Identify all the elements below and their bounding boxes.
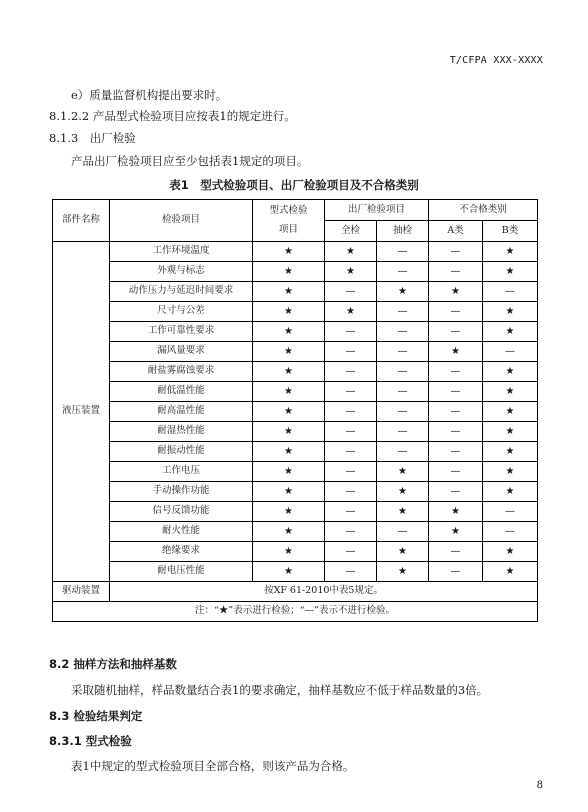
row-b: —: [483, 522, 538, 542]
table-row: [53, 562, 538, 582]
paragraph-item-e: e）质量监督机构提出要求时。: [71, 88, 228, 102]
row-sample: —: [377, 242, 429, 262]
row-type: ★: [253, 502, 325, 522]
row-type: ★: [253, 522, 325, 542]
header-a: A类: [429, 221, 483, 242]
row-sample: ★: [377, 482, 429, 502]
table-row: [53, 442, 538, 462]
row-full: ★: [325, 242, 377, 262]
row-item: 信号反馈功能: [110, 502, 253, 522]
table-row: [53, 542, 538, 562]
row-item: 耐振动性能: [110, 442, 253, 462]
row-a: ★: [429, 342, 483, 362]
row-full: ★: [325, 302, 377, 322]
row-item: 手动操作功能: [110, 482, 253, 502]
row-item: 耐盐雾腐蚀要求: [110, 362, 253, 382]
row-full: —: [325, 542, 377, 562]
row-b: ★: [483, 402, 538, 422]
row-sample: ★: [377, 542, 429, 562]
row-b: ★: [483, 362, 538, 382]
row-item: 工作电压: [110, 462, 253, 482]
heading-8-2: 8.2 抽样方法和抽样基数: [49, 657, 177, 671]
row-type: ★: [253, 462, 325, 482]
row-a: —: [429, 402, 483, 422]
paragraph-8-3-1-body: 表1中规定的型式检验项目全部合格，则该产品为合格。: [71, 759, 355, 773]
table-row-drive: [53, 582, 538, 602]
row-full: —: [325, 382, 377, 402]
row-full: —: [325, 522, 377, 542]
row-b: ★: [483, 462, 538, 482]
row-sample: —: [377, 402, 429, 422]
row-a: —: [429, 262, 483, 282]
row-full: —: [325, 342, 377, 362]
row-a: —: [429, 302, 483, 322]
row-b: ★: [483, 442, 538, 462]
row-sample: —: [377, 322, 429, 342]
row-item: 动作压力与延迟时间要求: [110, 282, 253, 302]
row-a: —: [429, 482, 483, 502]
table-row: [53, 302, 538, 322]
row-sample: ★: [377, 282, 429, 302]
table-row: [53, 342, 538, 362]
row-item: 耐电压性能: [110, 562, 253, 582]
header-factory: 出厂检验项目: [325, 200, 429, 221]
row-sample: —: [377, 362, 429, 382]
row-sample: —: [377, 382, 429, 402]
row-type: ★: [253, 542, 325, 562]
row-type: ★: [253, 402, 325, 422]
row-item: 尺寸与公差: [110, 302, 253, 322]
header-item: 检验项目: [110, 200, 253, 242]
table-row: [53, 262, 538, 282]
row-a: —: [429, 362, 483, 382]
row-type: ★: [253, 362, 325, 382]
row-sample: —: [377, 422, 429, 442]
row-item: 耐高温性能: [110, 402, 253, 422]
row-a: —: [429, 442, 483, 462]
row-sample: —: [377, 442, 429, 462]
heading-8-1-3: 8.1.3 出厂检验: [49, 131, 136, 145]
row-b: ★: [483, 422, 538, 442]
paragraph-8-1-3-body: 产品出厂检验项目应至少包括表1规定的项目。: [71, 154, 309, 168]
table-note: 注：“★”表示进行检验；“—”表示不进行检验。: [53, 602, 538, 622]
row-a: —: [429, 322, 483, 342]
row-full: —: [325, 462, 377, 482]
document-code: T/CFPA XXX-XXXX: [449, 55, 543, 66]
row-sample: ★: [377, 462, 429, 482]
row-full: —: [325, 402, 377, 422]
header-nonconform: 不合格类别: [429, 200, 538, 221]
group-hydraulic: 液压装置: [53, 242, 110, 582]
table-row: [53, 522, 538, 542]
row-sample: —: [377, 262, 429, 282]
row-item: 耐火性能: [110, 522, 253, 542]
table-row: [53, 322, 538, 342]
drive-name: 驱动装置: [53, 582, 110, 602]
header-type-test-line2: 项目: [278, 223, 298, 235]
header-type-test-line1: 型式检验: [269, 204, 308, 216]
row-a: ★: [429, 522, 483, 542]
row-type: ★: [253, 482, 325, 502]
row-type: ★: [253, 562, 325, 582]
row-b: ★: [483, 322, 538, 342]
row-full: —: [325, 362, 377, 382]
heading-8-3: 8.3 检验结果判定: [49, 709, 143, 723]
row-b: ★: [483, 302, 538, 322]
paragraph-8-2-body: 采取随机抽样，样品数量结合表1的要求确定，抽样基数应不低于样品数量的3倍。: [71, 683, 489, 697]
row-type: ★: [253, 342, 325, 362]
row-b: —: [483, 282, 538, 302]
row-a: —: [429, 542, 483, 562]
row-a: —: [429, 382, 483, 402]
row-full: ★: [325, 262, 377, 282]
page-number: 8: [536, 780, 543, 791]
table-note-row: [53, 602, 538, 622]
row-b: ★: [483, 482, 538, 502]
row-sample: —: [377, 522, 429, 542]
row-type: ★: [253, 442, 325, 462]
row-full: —: [325, 282, 377, 302]
row-a: ★: [429, 502, 483, 522]
row-item: 外观与标志: [110, 262, 253, 282]
header-sample: 抽检: [377, 221, 429, 242]
row-b: ★: [483, 382, 538, 402]
row-item: 工作可靠性要求: [110, 322, 253, 342]
row-sample: ★: [377, 562, 429, 582]
row-sample: —: [377, 302, 429, 322]
row-type: ★: [253, 282, 325, 302]
row-a: —: [429, 422, 483, 442]
row-a: —: [429, 462, 483, 482]
table-row: [53, 362, 538, 382]
table-row: [53, 402, 538, 422]
table-row: [53, 462, 538, 482]
drive-text: 按XF 61-2010中表5规定。: [110, 582, 538, 602]
table-row: [53, 382, 538, 402]
row-b: ★: [483, 562, 538, 582]
table-caption: 表1 型式检验项目、出厂检验项目及不合格类别: [169, 178, 419, 192]
header-type-test: [253, 200, 325, 242]
table-row: [53, 242, 538, 262]
row-full: —: [325, 482, 377, 502]
row-b: ★: [483, 262, 538, 282]
row-type: ★: [253, 242, 325, 262]
table-row: [53, 282, 538, 302]
paragraph-8-1-2-2: 8.1.2.2 产品型式检验项目应按表1的规定进行。: [49, 109, 296, 123]
row-item: 耐低温性能: [110, 382, 253, 402]
row-sample: ★: [377, 502, 429, 522]
row-item: 工作环境温度: [110, 242, 253, 262]
row-item: 绝缘要求: [110, 542, 253, 562]
row-full: —: [325, 562, 377, 582]
row-full: —: [325, 322, 377, 342]
heading-8-3-1: 8.3.1 型式检验: [49, 734, 132, 748]
header-full: 全检: [325, 221, 377, 242]
row-type: ★: [253, 262, 325, 282]
row-b: —: [483, 502, 538, 522]
row-b: ★: [483, 542, 538, 562]
row-type: ★: [253, 422, 325, 442]
table-row: [53, 502, 538, 522]
row-type: ★: [253, 322, 325, 342]
row-item: 漏风量要求: [110, 342, 253, 362]
row-a: —: [429, 242, 483, 262]
row-full: —: [325, 422, 377, 442]
inspection-table: [52, 199, 538, 622]
row-sample: —: [377, 342, 429, 362]
header-component: 部件名称: [53, 200, 110, 242]
row-item: 耐湿热性能: [110, 422, 253, 442]
row-type: ★: [253, 382, 325, 402]
table-row: [53, 422, 538, 442]
row-b: ★: [483, 242, 538, 262]
row-type: ★: [253, 302, 325, 322]
row-a: ★: [429, 282, 483, 302]
row-a: —: [429, 562, 483, 582]
header-b: B类: [483, 221, 538, 242]
table-row: [53, 482, 538, 502]
row-full: —: [325, 442, 377, 462]
row-b: —: [483, 342, 538, 362]
row-full: —: [325, 502, 377, 522]
